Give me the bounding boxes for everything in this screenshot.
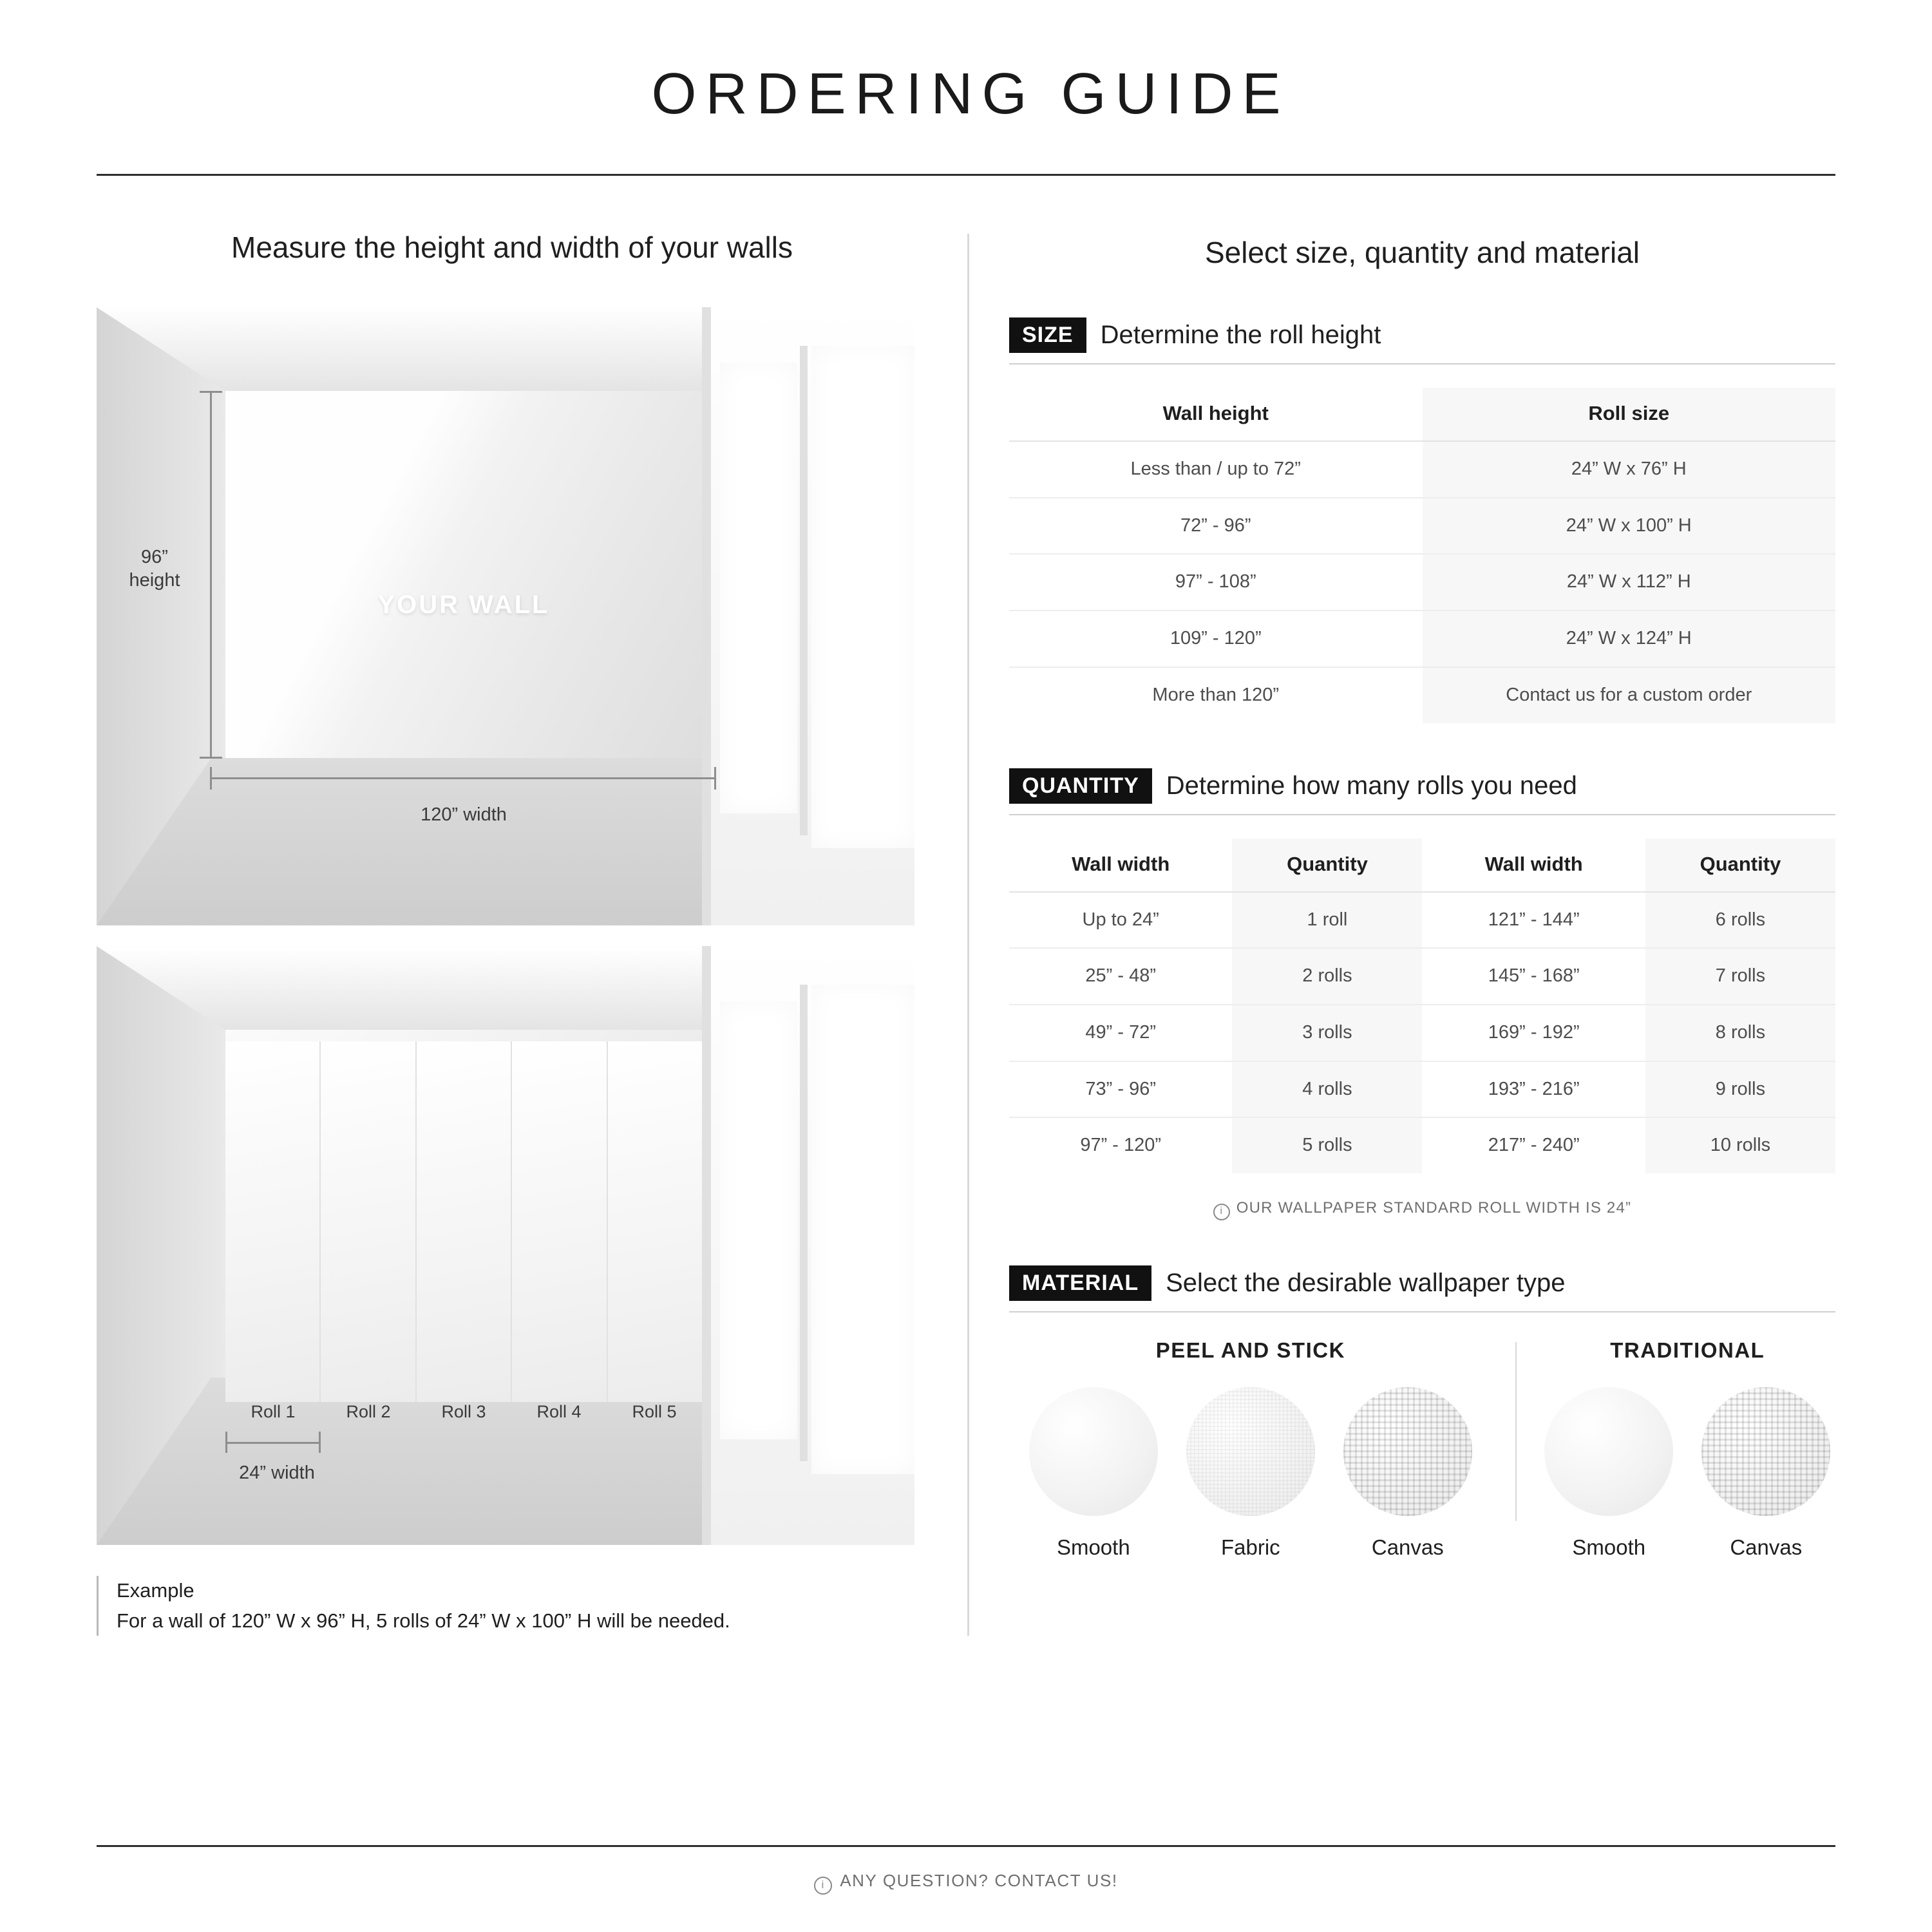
footer-divider <box>97 1845 1835 1847</box>
roll-strip <box>417 1041 512 1402</box>
width-tick-left <box>210 767 212 790</box>
swatch-smooth-icon[interactable] <box>1029 1387 1158 1516</box>
quantity-subtitle: Determine how many rolls you need <box>1166 771 1577 800</box>
quantity-table <box>1009 838 1835 1173</box>
swatch-option[interactable] <box>1186 1387 1315 1560</box>
material-groups <box>1009 1338 1835 1560</box>
size-section <box>1009 317 1835 723</box>
quantity-section <box>1009 768 1835 1220</box>
cell-roll-size: 24” W x 112” H <box>1423 554 1836 611</box>
swatch-smooth-icon[interactable] <box>1544 1387 1673 1516</box>
size-col-wall-height: Wall height <box>1009 388 1423 441</box>
roll-label: Roll 3 <box>441 1402 486 1422</box>
cell-wall-height: Less than / up to 72” <box>1009 441 1423 498</box>
size-subtitle: Determine the roll height <box>1100 321 1381 350</box>
cell-quantity-b: 6 rolls <box>1645 892 1835 949</box>
swatch-canvas-icon[interactable] <box>1701 1387 1830 1516</box>
swatch-label: Fabric <box>1220 1535 1280 1559</box>
cell-roll-size: 24” W x 100” H <box>1423 498 1836 554</box>
cell-wall-width-a: 25” - 48” <box>1009 948 1232 1005</box>
window-pane <box>811 346 914 848</box>
roll-width-note <box>1009 1199 1835 1220</box>
table-row <box>1009 1005 1835 1061</box>
roll-labels <box>225 1402 702 1422</box>
cell-wall-height: More than 120” <box>1152 684 1280 705</box>
cell-wall-width-b: 169” - 192” <box>1422 1005 1645 1061</box>
cell-wall-width-b: 121” - 144” <box>1422 892 1645 949</box>
swatch-option[interactable] <box>1343 1387 1472 1560</box>
info-icon: i <box>1213 1204 1230 1220</box>
roll-label: Roll 2 <box>346 1402 391 1422</box>
cell-quantity-b: 8 rolls <box>1645 1005 1835 1061</box>
material-group-divider <box>1515 1342 1517 1521</box>
height-dimension-line <box>210 391 212 758</box>
roll-label: Roll 1 <box>251 1402 296 1422</box>
qty-col-quantity-a: Quantity <box>1232 838 1422 892</box>
select-heading: Select size, quantity and material <box>1204 236 1640 269</box>
roll-strip <box>608 1041 702 1402</box>
footer-text[interactable]: ANY QUESTION? CONTACT US! <box>840 1871 1118 1890</box>
swatch-option[interactable] <box>1544 1387 1673 1560</box>
width-dimension-label: 120” width <box>421 804 507 826</box>
back-wall <box>225 391 702 758</box>
example-body: For a wall of 120” W x 96” H, 5 rolls of 24” W x 100” H will be needed. <box>117 1609 730 1632</box>
cell-roll-size: 24” W x 124” H <box>1423 611 1836 667</box>
cell-wall-width-a: 97” - 120” <box>1080 1135 1162 1156</box>
swatch-option[interactable] <box>1701 1387 1830 1560</box>
window-frame-post <box>702 307 711 925</box>
cell-roll-size: 24” W x 76” H <box>1423 441 1836 498</box>
cell-quantity-a: 3 rolls <box>1232 1005 1422 1061</box>
roll-width-tick-left <box>225 1432 227 1453</box>
header-divider <box>97 174 1835 176</box>
cell-wall-width-b: 193” - 216” <box>1422 1061 1645 1118</box>
material-tag: MATERIAL <box>1009 1265 1151 1301</box>
cell-quantity-a: 1 roll <box>1232 892 1422 949</box>
quantity-section-header <box>1009 768 1835 815</box>
height-value: 96” <box>141 547 168 568</box>
table-row <box>1009 667 1835 723</box>
table-row <box>1009 1061 1835 1118</box>
swatch-fabric-icon[interactable] <box>1186 1387 1315 1516</box>
peel-and-stick-title: PEEL AND STICK <box>1155 1338 1345 1362</box>
swatch-label: Smooth <box>1056 1535 1130 1559</box>
height-dimension-label <box>103 545 206 592</box>
table-row <box>1009 892 1835 949</box>
size-col-roll-size: Roll size <box>1423 388 1836 441</box>
size-table <box>1009 388 1835 723</box>
height-tick-top <box>200 391 222 393</box>
width-dimension-line <box>210 777 716 779</box>
window-mullion <box>800 985 808 1461</box>
example-accent-bar <box>97 1576 99 1636</box>
table-row <box>1009 611 1835 667</box>
material-group-peel-and-stick <box>1009 1338 1492 1560</box>
quantity-tag: QUANTITY <box>1009 768 1152 804</box>
example-text <box>117 1576 730 1636</box>
table-header-row <box>1009 838 1835 892</box>
material-section <box>1009 1265 1835 1560</box>
material-subtitle: Select the desirable wallpaper type <box>1166 1268 1566 1297</box>
page-title: ORDERING GUIDE <box>651 62 1290 126</box>
cell-quantity-a: 4 rolls <box>1232 1061 1422 1118</box>
cell-wall-width-b: 145” - 168” <box>1422 948 1645 1005</box>
window-pane <box>720 363 797 813</box>
table-row <box>1009 498 1835 554</box>
table-row <box>1009 554 1835 611</box>
window-wall <box>702 946 914 1545</box>
size-tag: SIZE <box>1009 317 1086 353</box>
traditional-title: TRADITIONAL <box>1610 1338 1765 1362</box>
roll-strips <box>225 1041 702 1402</box>
roll-strip <box>512 1041 607 1402</box>
cell-wall-height: 109” - 120” <box>1009 611 1423 667</box>
material-group-traditional <box>1540 1338 1835 1560</box>
table-row <box>1009 1117 1835 1173</box>
qty-col-quantity-b: Quantity <box>1645 838 1835 892</box>
roll-label: Roll 4 <box>536 1402 582 1422</box>
swatch-label: Canvas <box>1371 1535 1444 1559</box>
window-wall <box>702 307 914 925</box>
roll-width-dimension-line <box>225 1442 321 1444</box>
table-header-row <box>1009 388 1835 441</box>
table-row <box>1009 948 1835 1005</box>
cell-wall-height: 72” - 96” <box>1009 498 1423 554</box>
example-title: Example <box>117 1579 194 1602</box>
swatch-label: Canvas <box>1730 1535 1803 1559</box>
cell-quantity-b: 10 rolls <box>1645 1117 1835 1173</box>
roll-width-label: 24” width <box>239 1463 315 1484</box>
content-columns <box>97 227 1835 1636</box>
cell-wall-width-a: 49” - 72” <box>1009 1005 1232 1061</box>
your-wall-label: YOUR WALL <box>377 591 550 620</box>
roll-strip <box>321 1041 416 1402</box>
height-word: height <box>129 570 180 591</box>
room-illustration-empty-wall <box>97 307 914 925</box>
swatch-canvas-icon[interactable] <box>1343 1387 1472 1516</box>
cell-wall-width-a: 73” - 96” <box>1009 1061 1232 1118</box>
qty-col-wall-width-b: Wall width <box>1422 838 1645 892</box>
roll-width-note-text: OUR WALLPAPER STANDARD ROLL WIDTH IS 24” <box>1236 1198 1632 1217</box>
qty-col-wall-width-a: Wall width <box>1009 838 1232 892</box>
info-icon: i <box>814 1877 832 1895</box>
cell-wall-width-b: 217” - 240” <box>1488 1135 1580 1156</box>
width-tick-right <box>714 767 716 790</box>
cell-quantity-b: 9 rolls <box>1645 1061 1835 1118</box>
roll-strip <box>225 1041 321 1402</box>
room-illustration-rolls <box>97 946 914 1545</box>
cell-quantity-a: 2 rolls <box>1232 948 1422 1005</box>
peel-and-stick-swatches <box>1009 1387 1492 1560</box>
height-tick-bottom <box>200 757 222 759</box>
footer[interactable] <box>0 1871 1932 1895</box>
window-frame-post <box>702 946 711 1545</box>
example-block <box>97 1576 927 1636</box>
cell-quantity-b: 7 rolls <box>1645 948 1835 1005</box>
cell-wall-width-a: Up to 24” <box>1009 892 1232 949</box>
table-row <box>1009 441 1835 498</box>
cell-quantity-a: 5 rolls <box>1232 1117 1422 1173</box>
material-section-header <box>1009 1265 1835 1312</box>
roll-label: Roll 5 <box>632 1402 677 1422</box>
swatch-option[interactable] <box>1029 1387 1158 1560</box>
column-divider <box>967 234 969 1636</box>
window-mullion <box>800 346 808 835</box>
select-column <box>1009 227 1835 1636</box>
cell-roll-size: Contact us for a custom order <box>1423 667 1836 723</box>
size-section-header <box>1009 317 1835 365</box>
roll-width-tick-right <box>319 1432 321 1453</box>
measure-heading: Measure the height and width of your walls <box>231 231 793 264</box>
swatch-label: Smooth <box>1572 1535 1646 1559</box>
measure-column <box>97 227 927 1636</box>
traditional-swatches <box>1540 1387 1835 1560</box>
window-pane <box>720 1001 797 1439</box>
window-pane <box>811 985 914 1474</box>
cell-wall-height: 97” - 108” <box>1009 554 1423 611</box>
